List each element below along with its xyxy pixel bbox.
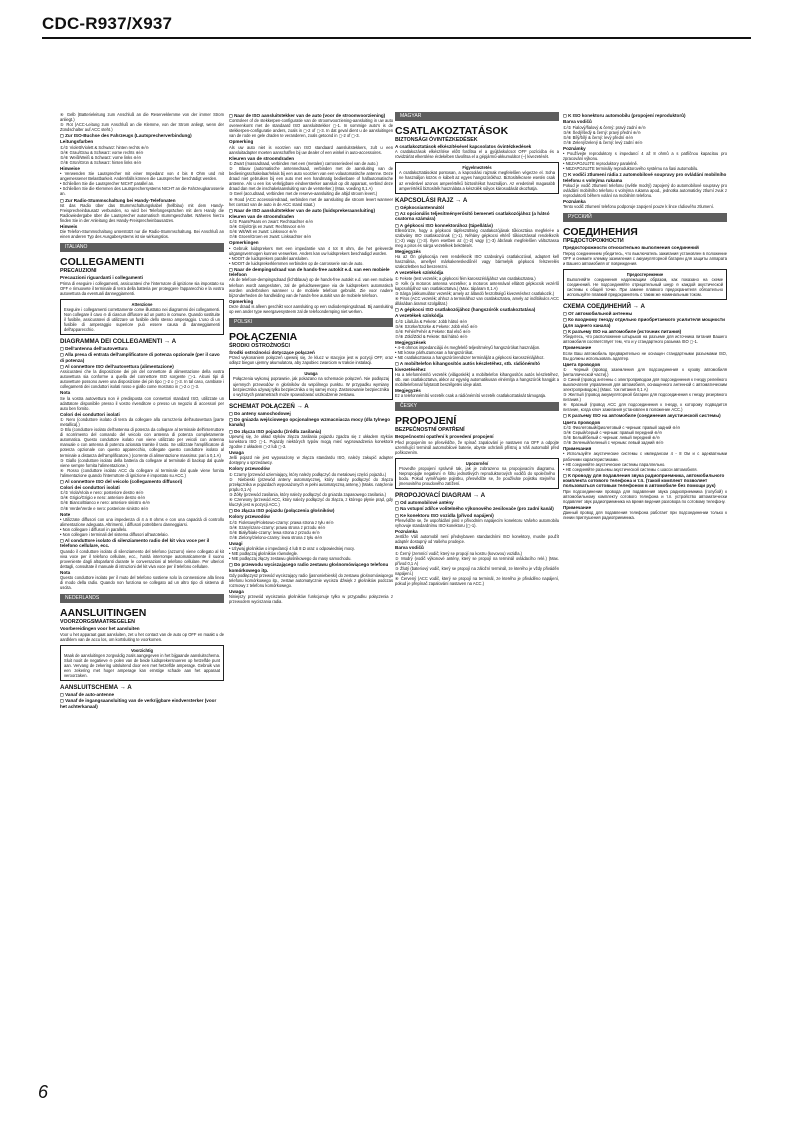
paragraph: ④ Rood (ACC accessoiredraad, verbinden met de aansluiting die stroom levert wanneer het contact van de auto in de ACC stand staat.) [229,196,393,207]
caution-title: Uwaga [304,371,318,377]
subheading: ◻ Zur ISO-Buchse des Fahrzeugs (Lautsprecherverbindung) [60,133,192,139]
paragraph: ② Blu (conduttore isolato dell'antenna di potenza da collegare al terminale dell'interruttore di scorrimento del comando del veicolo con antenna di potenza completamente automatica. Questo conduttore isolato non viene utilizzato per veicoli con antenna manuale o con antenna di potenza azionata tramite il tasto. Se utilizzate l'amplificatore di potenza opzionale con questo apparecchio, collegate questo conduttore isolato al terminale a distanza dell'amplificatore.) (corrente di alimentazione massima: pari a 0,1 A) [60,427,224,458]
subheading: ◻ Na vstupní zdířce volitelného výkonového zesilovače (pro zadní kanál) [395,506,554,512]
subheading: Środki ostrożności dotyczące połączeń [229,350,315,356]
subheading: ◻ A gépkocsi ISO konnektorához (tápellátás) [395,222,493,228]
paragraph: • НЕ соединяйте акустические системы параллельно. [563,461,666,467]
subheading: ◻ От автомобильной антенны [563,311,633,317]
subheading: ◻ К проводу для подавления звука радиоприемника, автомобильного комплекта сотового телефона и т.п. (такой комплект позволяет пользоваться сотовым телефоном в автомобиле без помощи рук) [563,472,725,489]
subheading: Poznámka [395,528,418,534]
caution-title: Attenzione [131,301,153,307]
paragraph: ①/② Фиолетовый/фиолетовый с черным: правый задний ⊕/⊖ [563,425,681,430]
paragraph: ③ Giallo (conduttore isolato della batteria da collegare al terminale di backup dal quale viene sempre fornita l'alimentazione.) [60,457,224,468]
paragraph: ① Fekete (test vezeték; a gépkocsi fém karosszériájához van csatlakoztatva.) [395,275,536,281]
paragraph: ①/② Viola/Viola e nero: posteriore destro ⊕/⊖ [60,490,144,496]
paragraph: Deze draad is alleen geschikt voor aansluiting op een radiodempingsdraad. Bij aansluiting op een ander type weergavesysteem zal de telefoondemping niet werken. [229,303,393,314]
paragraph: Se la vostra autovettura non è predisposta con connettori standard ISO, utilizzate un adattatore disponibile presso il vostro rivenditore o presso un negozio di accessori per auto ben fornito. [60,395,224,411]
subheading: A csatlakoztatások elkészítésével kapcsolatos óvintézkedések [395,144,532,149]
subheading: Hinweis [60,223,78,229]
caution-text: Выполняйте соединения надлежащим образом, как показано на схеме соединений. Не подсоединяйте отрицательный шнур ⊖ каждой акустической системы к общей точке. При замене плавкого предохранителя обязательно используйте плавкий предохранитель с таким же номинальным током. [567,276,723,297]
paragraph: ② Modrý (vodič výkonové antény, který se propojí na terminál ovládacího relé.) (Max. přívod 0,1 A) [395,555,559,566]
paragraph: ② Kék (a motoros antenna vezetéke; a motoros antennával ellátott gépkocsik vezérlő kapcsolójához van csatlakoztatva.) (Max. tápáram 0,1 A) [395,280,559,291]
paragraph: Als uw auto niet is voorzien van ISO standaard aansluitstekkers, zult u een aansluitadapter moeten aanschaffen bij uw dealer of een winkel in auto-accessoires. [229,144,393,155]
diagram-heading: KAPCSOLÁSI RAJZ → A [395,196,468,204]
paragraph: Controleer of de stekkerpen-configuratie van de stroomvoorziening-aansluiting in uw auto overeenkomt met de standaard ISO aansluitstekker ◻-1. In sommige auto's is de stekkerpen-configuratie anders, zoals in ◻-2 of ◻-3. In dat geval dient u de aansluitingen van de rode en gele draden te veranderen, zoals getoond in ◻-2 of ◻-3. [229,118,393,139]
paragraph: Upewnij się, że układ styków złącza zasilania pojazdu zgadza się z układem styków konektora ISO ◻-1. Pojazdy niektórych typów mogą mieć wyprowadzenia konektora zgodne z układem ◻-2 lub ◻-3. [229,433,393,449]
paragraph: ⑦/⑧ Zelený/zelený & černý: levý zadní ⊕/⊖ [563,139,643,145]
paragraph: • Используйте акустические системы с импедансом 4 - 8 Ом и с адекватными рабочими характеристиками. [563,451,727,462]
diagram-heading: SCHEMAT POŁĄCZEŃ → A [229,402,309,410]
page-title: CDC-R937/X937 [42,14,173,33]
paragraph: Если Ваш автомобиль предварительно не оснащен стандартными разъемами ISO, Вы должны использовать адаптер. [563,350,727,361]
subheading: ◻ Vanaf de auto-antenne [60,691,115,697]
subheading: Kolory przewodów [229,466,270,472]
paragraph: ① Zwart (massadraad, verbinden met een (metalen) carrosseriedeel van de auto.) [229,161,378,167]
paragraph: ①/② Paars/Paars en zwart: Rechtsachter ⊕/⊖ [229,219,314,225]
paragraph: • НЕ соединяйте разъемы акустической системы с шасси автомобиля. [563,466,698,472]
paragraph: ③/④ Grigio/Grigio e nero: anteriore destro ⊕/⊖ [60,495,146,501]
paragraph: Před propojením se přesvědčte, že spínač zapalování je nastaven na OFF a odpojte uzemňující terminál automobilové baterie, abyste ochránili přístroj a Váš automobil před poškozením. [395,439,559,455]
caution-text: Proveďte propojení správně tak, jak je zobrazeno na propojovacím diagramu. Nepropojujte negativní ⊖ štítu jednotlivých reproduktorových vodičů do společného bodu. Pokud vyměňujete pojistku, přesvědčte se, že používáte pojistku stejného jmenovitého proudového zatížení. [399,465,555,486]
paragraph: ③/④ Szürke/Szürke & Fekete: Jobb első ⊕/⊖ [395,323,478,329]
paragraph: ⑦/⑧ Зеленый/зеленый с черным: левый задний ⊕/⊖ [563,440,664,446]
paragraph: ⑤/⑥ Weiß/Weiß & Schwarz: vorne links ⊕/⊖ [60,154,142,160]
subheading: Примечание [563,504,592,510]
paragraph: ①/② Lila/Lila & Fekete: Jobb hátsó ⊕/⊖ [395,318,468,324]
subheading: Precauzioni riguardanti i collegamenti [60,275,143,281]
paragraph: • Non collegare i diffusori in parallelo. [60,526,128,532]
paragraph: ③ Geel (accudraad, verbinden met de reserve-aansluiting die altijd stroom levert.) [229,191,378,197]
subheading: Hinweise [60,165,80,171]
subheading: A vezetékek színkódja [395,270,444,276]
subheading: ◻ Zur Radio-Stummschaltung bei Handy-Telefonaten [60,197,176,203]
paragraph: Убедитесь, что расположение штырьков на разъеме для источника питания Вашего автомобиля соответствует тем, что и у стандартного разъема ISO ◻-1. [563,334,727,345]
subheading: Примечания [563,446,592,452]
paragraph: • NE csatlakoztassa a hangszórórendszer terminálját a gépkocsi karosszériájához. [395,355,545,361]
paragraph: ④ Piros (ACC vezeték; ahhoz a terminálhoz van csatlakoztatva, amely az indítókulcs ACC állásában áramot szolgáltat.) [395,295,559,306]
lang-banner-cesky: ČESKY [395,402,559,411]
paragraph: ⑦/⑧ Verde/Verde e nero: posteriore sinistro ⊕/⊖ [60,505,149,511]
subheading: Barva vodičů [395,545,424,551]
polish-body [229,350,393,604]
paragraph: ④ Czerwony (przewód ACC, który należy podłączyć do złącza, z którego płynie prąd, gdy kluczyk jest w pozycji ACC.) [229,496,393,507]
paragraph: Voor u het apparaat gaat aansluiten, zet u het contact van de auto op OFF en maakt u de aardklem van de accu los, om kortsluiting te voorkomen. [60,631,224,642]
paragraph: ①/② Fialový/fialový & černý: pravý zadní ⊕/⊖ [563,124,646,130]
paragraph: Assicuratevi che la disposizione dei pin del connettore di alimentazione della vostra autovettura sia conforme a quella del connettore ISO sorgente ◻-1. Alcuni tipi di autovetture possono avere una disposizione dei pin tipo ◻-2 o ◻-3. In tal caso, cambiate i collegamenti dei conduttori isolati rosso e giallo come mostrato in ◻-2 o ◻-3. [60,369,224,390]
diagram-heading: СХЕМА СОЕДИНЕНИЙ → A [563,303,645,311]
subheading: Opmerking [229,298,254,304]
paragraph: Ist das Radio über das Stummschaltungskabel (hellblau) mit dem Handy-Freisprecheinbausatz verbunden, so wird bei Telefongesprächen mit dem Handy die Radiowiedergabe über die Lautsprecher automatisch stummgeschaltet. Näheres hierzu finden Sie in der Anleitung des Handy-Freisprecheinbausatzes. [60,202,224,223]
paragraph: ③ Желтый (провод аккумуляторной батареи для подсоединения к гнезду резервного питания.) [563,392,727,403]
paragraph: • Schließen Sie die Klemmen des Lautsprechersystems NICHT an die Fahrzeugkarosserie an. [60,186,224,197]
dutch-continued [229,113,393,314]
paragraph: ⑤/⑥ Wit/Wit en zwart: Linksvoor ⊕/⊖ [229,229,298,235]
paragraph: ① Nero (conduttore isolato di terra da collegare alla carrozzeria dell'autovettura [parte metallica].) [60,417,224,428]
paragraph: Перед соединением убедитесь, что выключатель зажигания установлен в положение OFF и снимите клемму заземления с аккумуляторной батареи для защиты аппарата и Вашего автомобиля от повреждения. [563,250,727,266]
caution-title: Предостережение [626,271,664,277]
subheading: ◻ Az opcionális teljesítményerősítő bemeneti csatlakozójához (a hátsó csatorna számára) [395,210,550,222]
dutch-body [60,626,224,709]
paragraph: Niniejszy przewód wyciszania głośników funkcjonuje tylko w przypadku połączenia z przewodem wyciszania radia. [229,594,393,605]
section-sub-it: PRECAUZIONI [60,268,97,275]
paragraph: ② Blauw (automatische antennedraad, verbinden met de aansluiting van de bedieningsschakelaar/relais bij een auto voorzien van een volautomatische antenne. Deze draad niet gebruiken bij een auto met een handmatig bedienbare of halfautomatische antenne. Als u een los verkrijgbare eindversterker aansluit op dit apparaat, verbind deze draad dan met de inschakelaansluiting van de versterker.) (Max. voeding 0,1 A) [229,166,393,192]
paragraph: ③ Žlutý (bateriový vodič, který se propojí na záložní terminál, ze kterého je vždy přiváděn napájení.) [395,565,559,576]
lang-banner-italiano: ITALIANO [60,243,224,252]
caution-text: Połączenia wykonuj poprawnie, jak pokazano na schemacie połączeń. Nie podłączaj ujemnych przewodów ⊖ głośników do wspólnego punktu. W przypadku wymiany bezpiecznika używaj tylko bezpiecznika o tej samej mocy. Zastosowanie bezpiecznika o wyższych parametrach może spowodować uszkodzenie zestawu. [233,376,389,397]
subheading: Nota [60,390,71,396]
german-continued [60,112,224,239]
subheading: Barva vodičů [563,119,592,125]
paragraph: Prima di eseguire i collegamenti, assicuratevi che l'interrutore di ignizione sia impostato su OFF e rimuovete il terminale di terra della batteria per proteggere l'apparecchio e la vostra autovettura da eventuali danneggiamenti. [60,280,224,296]
paragraph: Przed wykonaniem połączeń upewnij się, że klucz w stacyjce jest w pozycji OFF, oraz odłącz biegun ujemny akumulatora, aby zapobiec zwarciom w trakcie instalacji. [229,355,393,366]
column-1 [60,112,224,1057]
czech-body [395,434,559,586]
paragraph: A csatlakozások elkészítése előtt fordítsa el a gyújtáskulcsot OFF pozícióba és a rövidzárlat elkerülése érdekében távolítsa el a gépjármű-akkumulátor (–) kivezetését. [395,149,559,160]
subheading: ◻ Vanaf de ingangsaansluiting van de verkrijgbare eindversterker (voor het achterkanaal) [60,698,217,709]
paragraph: • Gebruik luidsprekers met een impedantie van 4 tot 8 ohm, die het geleverde uitgangsvermogen kunnen verwerken. Anders kan uw luidsprekers beschadigd worden. [229,245,393,256]
paragraph: ① Черный (провод заземления для подсоединения к кузову автомобиля [металлической части].) [563,366,727,378]
czech-continued [563,113,727,209]
diagram-heading: DIAGRAMMA DEI COLLEGAMENTI → A [60,338,177,346]
paragraph: Jeśli pojazd nie jest wyposażony w złącza standardu ISO, należy zakupić adapter dostępny u sprzedawcy. [229,455,393,466]
section-title-pl: POŁĄCZENIA [229,331,298,344]
paragraph: ③/④ Szary/szaro-czarny: prawa strona z przodu ⊕/⊖ [229,524,326,530]
subheading: Kolory przewodów [229,514,270,520]
subheading: ◻ Naar de ISO aansluitstekker van de auto (voor de stroomvoorziening) [229,113,386,118]
caution-box [60,645,224,681]
paragraph: • Utilizzate diffusori con una impedenza di 4 a 8 ohms e con una capacità di controllo alimentazione adeguata. Altrimenti, i diffusori potrebbero danneggiarsi. [60,516,224,527]
lang-banner-nederlands: NEDERLANDS [60,594,224,603]
paragraph: • NOOIT de luidsprekerklemmen verbinden op de carrosserie van de auto. [229,260,364,266]
paragraph: • NEZAPOJUJTE terminály reproduktorového systému na šasi automobilu. [563,166,699,172]
section-sub-cz: BEZPEČNOSTNÍ OPATŘENÍ [395,427,465,434]
paragraph: Přesvědčte se, že uspořádání pinů v přívodním napájecím konektoru Vašeho automobilu vyhovuje standardnímu ISO konektoru (◻-1). [395,517,559,528]
section-sub-ru: ПРЕДОСТОРОЖНОСТИ [563,238,624,245]
caution-box [395,458,559,489]
subheading: ◻ Ke konektoru ISO vozidla (přívod napájení) [395,512,494,518]
subheading: Предосторожности относительно выполнения соединений [563,245,699,251]
paragraph: ④ Červený (ACC vodič, který se propojí na terminál, ze kterého je přiváděno napájení, pokud je přepínač zapalování nastaven na ACC.) [395,575,559,586]
lang-banner-polski: POLSKI [229,318,393,327]
paragraph: ④ Красный (провод ACC для подсоединения к гнезду, к которому подводится питание, когда ключ зажигания установлен в положение ACC.) [563,402,727,413]
paragraph: • Používejte reproduktory s impedancí 4 až 8 ohmů a s patřičnou kapacitou pro zpracování výkonu. [563,151,727,162]
section-title-ru: СОЕДИНЕНИЯ [563,226,638,239]
paragraph: • 4–8 ohmos impedanciájú és megfelelő teljesítményű hangszórókat használjon. [395,345,541,351]
paragraph: Die Telefon-Stummschaltung unterstützt nur die Radio-Stummschaltung. Bei Anschluß an einen anderen Typ des Ausgabesystems ist sie wirkungslos. [60,229,224,240]
diagram-heading: PROPOJOVACÍ DIAGRAM → A [395,491,486,499]
subheading: ◻ Ко входному гнезду отдельно приобретаемого усилителя мощности (для заднего канала) [563,317,726,328]
paragraph: ⑦/⑧ Zielony/zielono-czarny: lewa strona z tyłu ⊕/⊖ [229,534,323,540]
subheading: ◻ Al conduttore isolato di silenziamento radio del kit viva voce per il telefono cellulare, ecc. [60,538,210,549]
paragraph: ③/④ Серый/серый с черным: правый передний ⊕/⊖ [563,430,663,436]
paragraph: Jestliže Váš automobil není předvybaven standardními ISO konektory, musíte použít adaptér dostupný od Vašeho prodejce. [395,534,559,545]
paragraph: • Verwenden Sie Lautsprecher mit einer Impedanz von 4 bis 8 Ohm und mit angemessener Belastbarkeit. Andernfalls können die Lautsprecher beschädigt werden. [60,171,224,182]
paragraph: ③/④ Grijs/Grijs en zwart: Rechtsvoor ⊕/⊖ [229,224,306,230]
subheading: ◻ Alla presa di entrata dell'amplificatore di potenza opzionale (per il cavo di potenza) [60,352,220,363]
caution-box [395,162,559,193]
subheading: ◻ K ISO konektoru automobilu (propojení reproduktorů) [563,113,686,118]
subheading: ◻ К разъему ISO на автомобиле (соединения акустической системы) [563,413,721,419]
italian-body [60,275,224,590]
paragraph: ⑤/⑥ Bílý/bílý & černý: levý přední ⊕/⊖ [563,134,634,140]
subheading: Megjegyzés [395,387,421,393]
paragraph: ③/④ Šedý/šedý & černý: pravý přední ⊕/⊖ [563,129,641,135]
subheading: Colori dei conduttori isolati [60,485,120,491]
caution-title: Figyelmeztetés [462,165,492,171]
paragraph: ⑦/⑧ Zöld/Zöld & Fekete: Bal hátsó ⊕/⊖ [395,333,468,339]
subheading: Colori dei conduttori isolati [60,411,120,417]
subheading: Bezpečnostní opatření k provedení propojení [395,434,494,440]
paragraph: При подсоединении провода для подавления звука радиоприемника (голубой) к автомобильному комплекту сотового телефона и т.п. устройство автоматически подавляет звук радиоприемника на время ведения разговора по сотовому телефону. [563,488,727,504]
section-sub-pl: ŚRODKI OSTROŻNOŚCI [229,343,290,350]
paragraph: Ha az Ön gépkocsija nem rendelkezik ISO szabványú csatlakozóval, adaptert kell használnia, amellyel márkakereskedőnél vagy bármelyik gépkocsi felszerelés szaküzletben tud beszerezni. [395,254,559,270]
paragraph: Ha a telefonnémító vezeték (világoskék) a mobiltelefon kihangosítós autós készletéhez, stb. van csatlakoztatva, akkor az egység automatikusan elnémítja a hangszórók hangját a mobiltelefonnal folytatott beszélgetés ideje alatt. [395,371,559,387]
subheading: ◻ Naar de ISO aansluitstekker van de auto (luidsprekeraansluiting) [229,207,376,213]
section-sub-hu: BIZTONSÁGI ÓVINTÉZKEDÉSEK [395,137,478,143]
russian-body [563,245,727,520]
paragraph: Данный провод для подавления телефона работает при подсоединении только к линии приглушения радиоприемника. [563,510,727,521]
subheading: ◻ Do złącza ISO pojazdu (połączenia głośników) [229,508,335,513]
subheading: Megjegyzés [395,249,421,254]
paragraph: ⑤/⑥ Bianco/Bianco e nero: anteriore sinistro ⊕/⊖ [60,500,151,506]
caution-box [229,368,393,399]
paragraph: ⑤/⑥ Fehér/Fehér & Fekete: Bal első ⊕/⊖ [395,328,471,334]
section-title-it: COLLEGAMENTI [60,256,144,269]
paragraph: • Non collegare i terminali del sistema diffusori all'autotelaio. [60,531,169,537]
subheading: Uwaga [229,449,244,455]
paragraph: • NIE podłączaj złączy zestawu głośnikowego do masy samochodu. [229,556,352,562]
subheading: Цвета проводов [563,419,601,425]
paragraph: Tento vodič ztlumení telefonu podporuje zapojení pouze k lince rádiového ztlumení. [563,204,714,210]
subheading: Kleuren van de stroomdraden [229,213,295,219]
paragraph: Ez a telefonnémító vezeték csak a rádiónémító vezeték csatlakoztatását támogatja. [395,393,547,399]
lang-banner-magyar: MAGYAR [395,112,559,121]
paragraph: Gdy podłączysz przewód wyciszający radio (jasnoniebieski) do zestawu głośnomówiącego telefonu komórkowego itp., zestaw automatycznie wycisza dźwięk z głośników podczas rozmowy z telefonu komórkowego. [229,572,393,588]
subheading: ◻ Naar de dempingsdraad van de hands-free autokit e.d. van een mobiele telefoon [229,266,390,278]
subheading: Leitungsfarben [60,139,94,145]
lang-banner-russkiy: РУССКИЙ [563,213,727,222]
header-rule [42,37,751,39]
subheading: Voorbereidingen voor het aansluiten [60,626,140,632]
paragraph: ⑦/⑧ Groen/Groen en zwart: Linksachter ⊕/⊖ [229,234,312,240]
caution-text: Maak de aansluitingen zorgvuldig zoals aangegeven in het bijgaande aansluitschema. Sluit nooit de negatieve ⊖ polen van de beide luidsprekersnoeren op hetzelfde punt aan. Vervang de zekering uitsluitend door een met hetzelfde amperage. Gebruik van een zekering met hoger amperage kan ernstige schade aan het apparaat veroorzaken. [64,652,220,678]
paragraph: • NIE podłączaj głośników równolegle. [229,551,299,557]
paragraph: Ellenőrizze, hogy a gépkocsi tápfeszültség csatlakozójának tűkiosztása megfelel-e a szabvány ISO csatlakozónak (◻-1). Néhány gépkocsi eltérő tűkiosztással rendelkezik (◻-2) vagy (◻-3). Ilyen esetben az (◻-2) vagy (◻-3) ábrának megfelelően változtassa meg a piros és sárga vezetékek bekötését. [395,227,559,248]
subheading: ◻ Gépkocsiantennától [395,204,444,210]
paragraph: ② Niebieski (przewód anteny automatycznej, który należy podłączyć do złącza przełącznika w pojazdach wyposażonych w pełni automatyczną antenę.) (Maks. natężenie prądu 0,1 A) [229,476,393,492]
subheading: Uwaga [229,588,244,594]
paragraph: Questo conduttore isolato per il muto del telefono sostiene solo la connessione alla linea di modo della radio. Quando non funziona se collegato ad un altro tipo di sistema di uscita. [60,575,224,591]
paragraph: ③/④ Grau/Grau & Schwarz: vorne rechts ⊕/⊖ [60,149,144,155]
paragraph: ② Синий (провод антенны с электроприводом для подсоединения к гнезду релейного выключателя управления для автомобиля, оснащенного антенной с автоматическим электроприводом.) (Макс. ток питания 0,1 A) [563,377,727,393]
subheading: Poznámka [563,199,586,204]
caution-text: Eseguire i collegamenti correttamente come illustrato nei diagrammi dei collegamenti. Non collegare il cavo ⊖ di ciascun diffusore ad un punto in comune. Quando sostituite il fusibile, assicuratevi di utilizzare un fusibile dello stesso amperaggio. L'uso di un fusibile di amperaggio superiore può essere causa di danneggiamenti dell'apparecchio. [64,306,220,333]
paragraph: ⑤/⑥ Biały/biało-czarny: lewa strona z przodu ⊕/⊖ [229,529,320,535]
column-4 [563,112,727,1072]
subheading: ◻ Do gniazda wejściowego opcjonalnego wzmacniacza mocy (dla tylnego kanału) [229,416,391,428]
subheading: Note [60,511,71,517]
caution-text: A csatlakoztatásokat pontosan, a kapcsolási rajznak megfelelően végezze el. Soha ne használjon közös ⊖ kábelt az egyes hangszórókhoz. Biztosítékcsere esetén csak az eredetivel azonos amperértékű biztosítékot használjon. Az eredetinél magasabb amperértékű biztosíték használata a készülék súlyos károsodását okozhatja. [399,170,555,191]
paragraph: Als de telefoon-dempingsdraad (lichtblauw) op de hands-free autokit e.d. van een mobiele telefoon wordt aangesloten, zal de geluidsweergave via de luidsprekers automatisch worden onderbroken wanneer u de mobiele telefoon gebruikt. Zie voor nadere bijzonderheden de handleiding van de hands-free autokit van de mobiele telefoon. [229,277,393,298]
subheading: ◻ A mobiltelefon kihangosítós autós készletéhez, stb. rádiónémító kivezetéséhez [395,361,540,372]
subheading: ◻ Do przewodu wyciszającego radio zestawu głośnomówiącego telefonu komórkowego itp. [229,562,389,573]
paragraph: ⑤/⑥ Белый/белый с черным: левый передний ⊕/⊖ [563,435,661,441]
subheading: ◻ Al connettore ISO del veicolo (collegamento diffusori) [60,478,183,484]
subheading: ◻ Al connettore ISO dell'autovettura (alimentazione) [60,363,174,369]
diagram-heading: AANSLUITSCHEMA → A [60,683,132,691]
caution-title: Upozornění [465,460,489,466]
subheading: Opmerking [229,139,254,145]
hungarian-body [395,144,559,398]
page-number: 6 [38,1082,49,1102]
paragraph: • Używaj głośników o impedancji 4 lub 8 Ω oraz o odpowiedniej mocy. [229,546,355,552]
paragraph: ① Černý (zemnící vodič; který se propojí na kostru (kovovou) vozidla.) [395,550,522,556]
caution-title: Voorzichtig [131,647,153,653]
paragraph: ③ Sárga (akkumulátor vezeték; amely az állandó feszültségű kivezetéshez csatlakozik.) [395,290,555,296]
paragraph: • Schließen Sie die Lautsprecher NICHT parallel an. [60,181,155,187]
caution-box [563,269,727,300]
subheading: A vezetékek színkódja [395,313,444,319]
paragraph: Quando il conduttore isolato di silenziamento del telefono (azzurro) viene collegato al kit viva voce per il telefono cellulare, ecc., l'unità interrompe automaticamente il suono proveniente dagli altoparlanti durante le conversazioni al telefono cellulare. Per ulteriori dettagli, consultate il manuale di istruzioni del kit viva voce per il telefono cellulare. [60,548,224,569]
column-2 [229,112,393,712]
paragraph: • NOOIT de luidsprekers parallel aansluiten. [229,255,309,261]
subheading: Megjegyzések [395,339,426,345]
subheading: ◻ Do złącza ISO pojazdu (źródła zasilania) [229,428,322,434]
paragraph: ③ Żółty (przewód zasilania, który należy podłączyć do gniazda zapasowego zasilania.) [229,491,387,497]
subheading: Poznámky [563,145,586,151]
paragraph: ①/② Fioletowy/Fioletowo-czarny: prawa strona z tyłu ⊕/⊖ [229,519,334,525]
paragraph: ④ Rosso (conduttore isolato ACC da collegare al terminale dal quale viene fornita l'alimentazione quando l'interruttore di ignizione è impostato su ACC.) [60,467,224,478]
subheading: ◻ Dell'antenna dell'autovettura [60,346,128,352]
paragraph: ⑦/⑧ Grün/Grün & Schwarz: hinten links ⊕/⊖ [60,159,142,165]
subheading: Kleuren van de stroomdraden [229,155,295,161]
section-title-cz: PROPOJENÍ [395,415,457,428]
paragraph: ①/② Violett/Violett & Schwarz: hinten rechts ⊕/⊖ [60,144,149,150]
subheading: ◻ Od automobilové antény [395,499,454,505]
subheading: ◻ Do anteny samochodowej [229,410,291,416]
subheading: ◻ К разъему ISO на автомобиле (источник питания) [563,328,682,334]
section-title-nl: AANSLUITINGEN [60,607,147,620]
column-3 [395,112,559,1112]
paragraph: • NEZAPOJUJTE reproduktory paralelně. [563,161,638,167]
subheading: Примечание [563,345,592,351]
section-title-hu: CSATLAKOZTATÁSOK [395,125,509,137]
subheading: Opmerkingen [229,240,259,246]
subheading: ◻ A gépkocsi ISO csatlakozójához (hangszórók csatlakoztatása) [395,307,536,313]
paragraph: ④ Gelb (Batterieleitung zum Anschluß an die Reserveklemme von der immer Strom anliegt.) [60,112,224,123]
paragraph: ⑤ Rot (ACC-Leitung zum Anschluß an die Klemme, von der Strom anliegt, wenn der Zündschalter auf ACC steht.) [60,122,224,133]
caution-box [60,299,224,335]
section-sub-nl: VOORZORGSMAATREGELEN [60,619,135,626]
paragraph: • NE kösse párhuzamosan a hangszórókat. [395,350,474,356]
subheading: ◻ K vodiči ztlumení rádia z automobilové soupravy pro ovládání mobilního telefonu s volnýma rukama [563,172,727,183]
subheading: Uwagi [229,540,243,546]
subheading: Nota [60,569,71,575]
paragraph: Pokud je vodič ztlumení telefonu (světle modrý) zapojený do automobilové soupravy pro ovládání mobilního telefonu s volnýma rukama apod., jednotka automaticky ztlumí zvuk z reproduktorů během volání na mobilním telefonu. [563,182,727,198]
paragraph: ① Czarny (przewód uziemiający, który należy podłączyć do metalowej części pojazdu.) [229,471,387,477]
subheading: Цвета проводов [563,361,601,367]
